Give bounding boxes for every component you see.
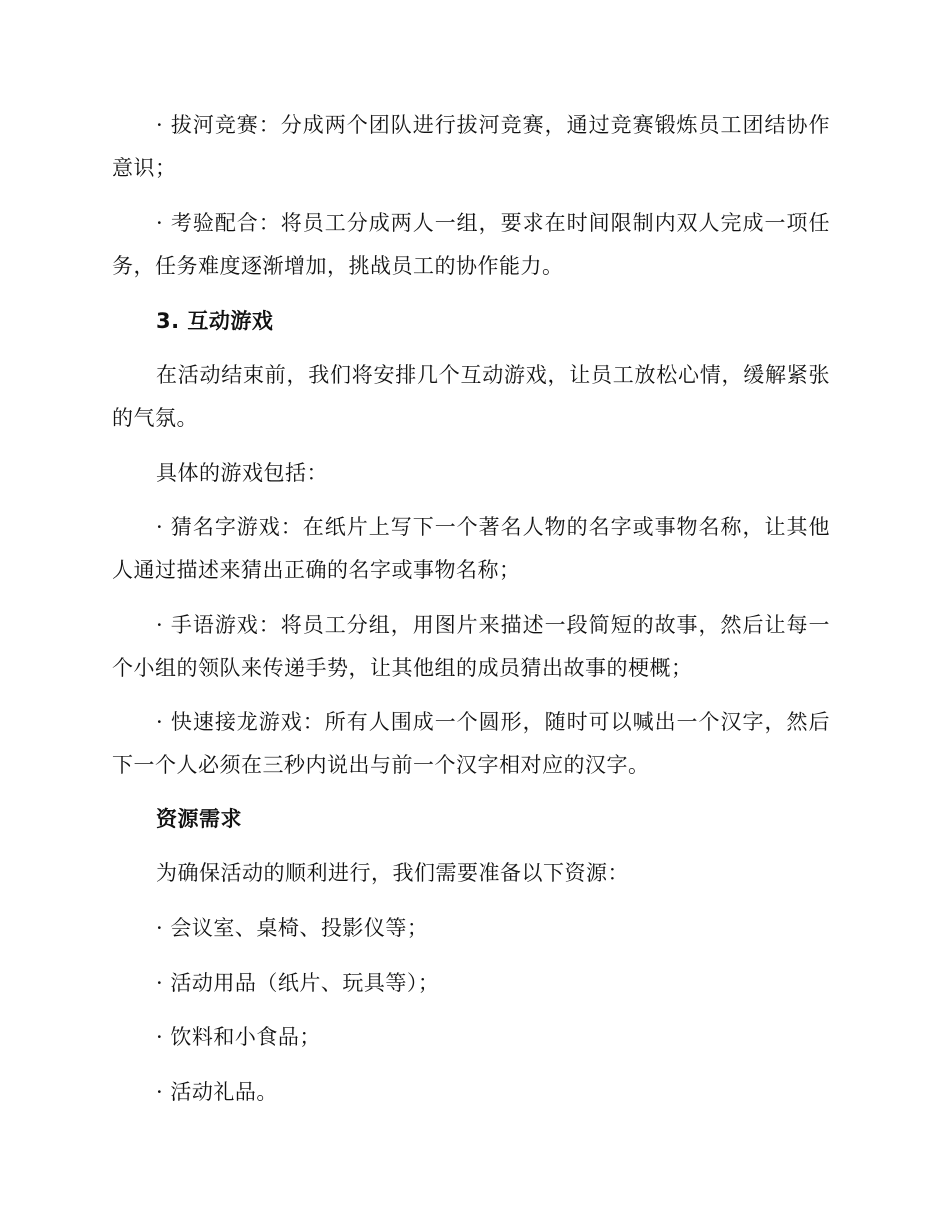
list-item-drinks-snacks: · 饮料和小食品； — [156, 1025, 321, 1049]
list-item-meeting-room: · 会议室、桌椅、投影仪等； — [156, 916, 429, 940]
paragraph-games-intro: 在活动结束前，我们将安排几个互动游戏，让员工放松心情，缓解紧张的气氛。 — [112, 363, 830, 430]
list-item-guess-name-game: · 猜名字游戏：在纸片上写下一个著名人物的名字或事物名称，让其他人通过描述来猜出正确的名字或事物名称； — [112, 515, 830, 582]
list-item-cooperation-test: · 考验配合：将员工分成两人一组，要求在时间限制内双人完成一项任务，任务难度逐渐增加，挑战员工的协作能力。 — [112, 211, 830, 278]
section-heading-resources: 资源需求 — [156, 807, 242, 831]
paragraph-games-list-intro: 具体的游戏包括： — [156, 461, 328, 485]
list-item-tug-of-war: · 拔河竞赛：分成两个团队进行拔河竞赛，通过竞赛锻炼员工团结协作意识； — [112, 113, 830, 180]
section-heading-interactive-games: 3. 互动游戏 — [156, 309, 274, 333]
list-item-activity-supplies: · 活动用品（纸片、玩具等）； — [156, 971, 440, 995]
list-item-word-chain-game: · 快速接龙游戏：所有人围成一个圆形，随时可以喊出一个汉字，然后下一个人必须在三秒内说出与前一个汉字相对应的汉字。 — [112, 710, 830, 777]
list-item-sign-language-game: · 手语游戏：将员工分组，用图片来描述一段简短的故事，然后让每一个小组的领队来传递手势，让其他组的成员猜出故事的梗概； — [112, 613, 830, 680]
list-item-gifts: · 活动礼品。 — [156, 1080, 278, 1104]
paragraph-resources-intro: 为确保活动的顺利进行，我们需要准备以下资源： — [156, 861, 629, 885]
